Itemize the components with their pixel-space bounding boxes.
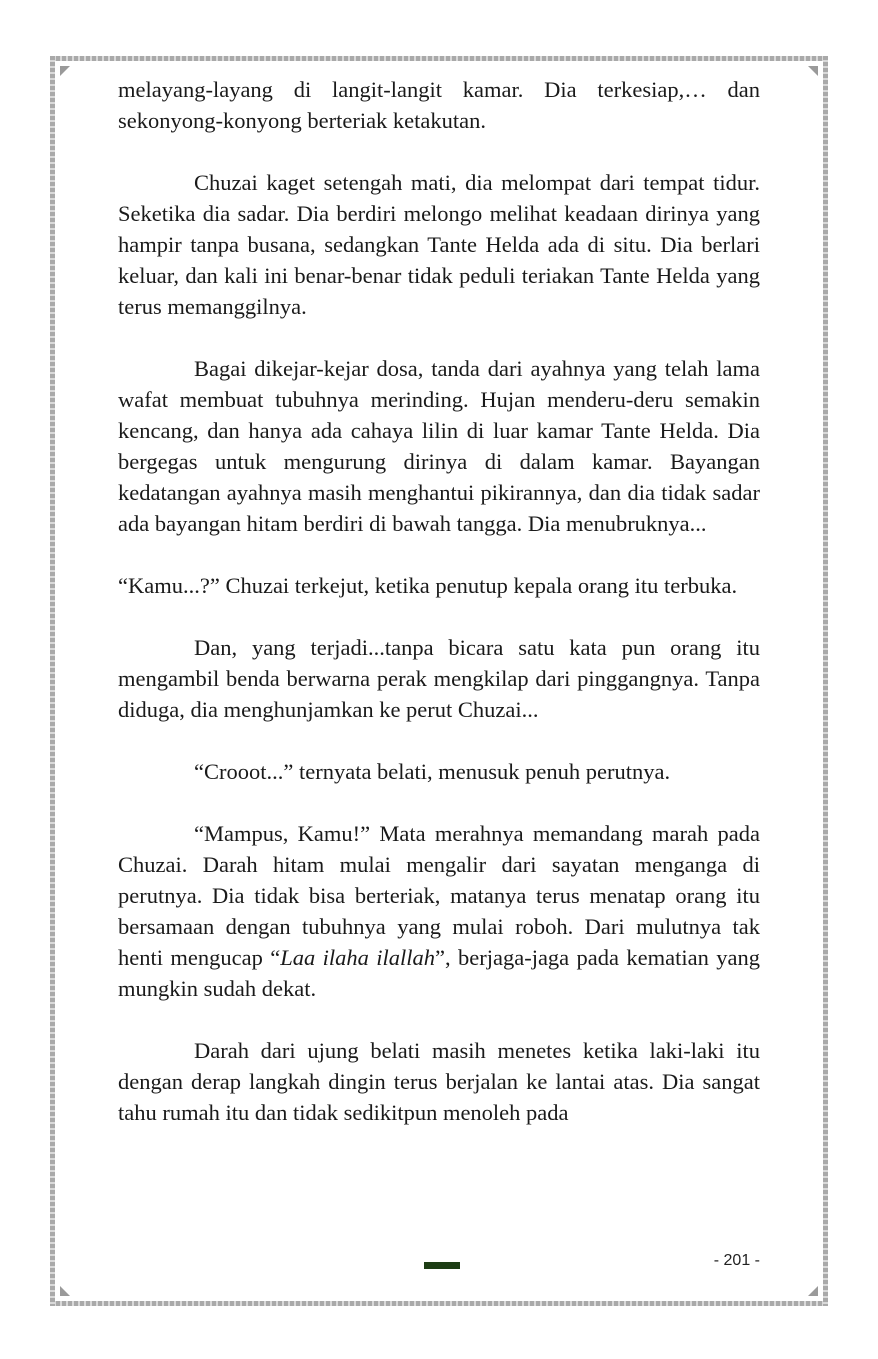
paragraph-1: melayang-layang di langit-langit kamar. Dia terkesiap,… dan sekonyong-konyong berteriak ketakutan. bbox=[118, 77, 760, 133]
paragraph-7-italic: Laa ilaha ilallah bbox=[280, 945, 435, 970]
paragraph-7 bbox=[118, 818, 760, 1004]
paragraph-8: Darah dari ujung belati masih menetes ketika laki-laki itu dengan derap langkah dingin terus berjalan ke lantai atas. Dia sangat tahu rumah itu dan tidak sedikitpun menoleh pada bbox=[118, 1038, 760, 1125]
frame-bottom-border bbox=[50, 1301, 828, 1306]
paragraph-4: “Kamu...?” Chuzai terkejut, ketika penutup kepala orang itu terbuka. bbox=[118, 573, 738, 598]
paragraph-7-before: “Mampus, Kamu!” Mata merahnya memandang marah pada Chuzai. Darah hitam mulai mengalir dari sayatan menganga di perutnya. Dia tidak bisa berteriak, matanya terus menatap orang itu bersamaan dengan tubuhnya yang mulai roboh. Dari mulutnya tak henti mengucap “ bbox=[118, 821, 760, 970]
paragraph-6: “Crooot...” ternyata belati, menusuk penuh perutnya. bbox=[194, 759, 671, 784]
paragraph-7-after: ”, berjaga-jaga pada kematian yang mungkin sudah dekat. bbox=[118, 945, 760, 1001]
frame-right-border bbox=[823, 56, 828, 1306]
paragraph-2: Chuzai kaget setengah mati, dia melompat dari tempat tidur. Seketika dia sadar. Dia berdiri melongo melihat keadaan dirinya yang hampir tanpa busana, sedangkan Tante Helda ada di situ. Dia berlari keluar, dan kali ini benar-benar tidak peduli teriakan Tante Helda yang terus memanggilnya. bbox=[118, 170, 760, 319]
corner-ornament-bottom-right bbox=[808, 1286, 818, 1296]
page-body bbox=[118, 74, 760, 1128]
corner-ornament-bottom-left bbox=[60, 1286, 70, 1296]
corner-ornament-top-right bbox=[808, 66, 818, 76]
page-footer-bar bbox=[424, 1262, 460, 1269]
frame-left-border bbox=[50, 56, 55, 1306]
frame-top-border bbox=[50, 56, 828, 61]
page-number: - 201 - bbox=[713, 1252, 760, 1269]
paragraph-5: Dan, yang terjadi...tanpa bicara satu kata pun orang itu mengambil benda berwarna perak mengkilap dari pinggangnya. Tanpa diduga, dia menghunjamkan ke perut Chuzai... bbox=[118, 635, 760, 722]
corner-ornament-top-left bbox=[60, 66, 70, 76]
paragraph-3: Bagai dikejar-kejar dosa, tanda dari ayahnya yang telah lama wafat membuat tubuhnya merinding. Hujan menderu-deru semakin kencang, dan hanya ada cahaya lilin di luar kamar Tante Helda. Dia bergegas untuk mengurung dirinya di dalam kamar. Bayangan kedatangan ayahnya masih menghantui pikirannya, dan dia tidak sadar ada bayangan hitam berdiri di bawah tangga. Dia menubruknya... bbox=[118, 356, 760, 536]
